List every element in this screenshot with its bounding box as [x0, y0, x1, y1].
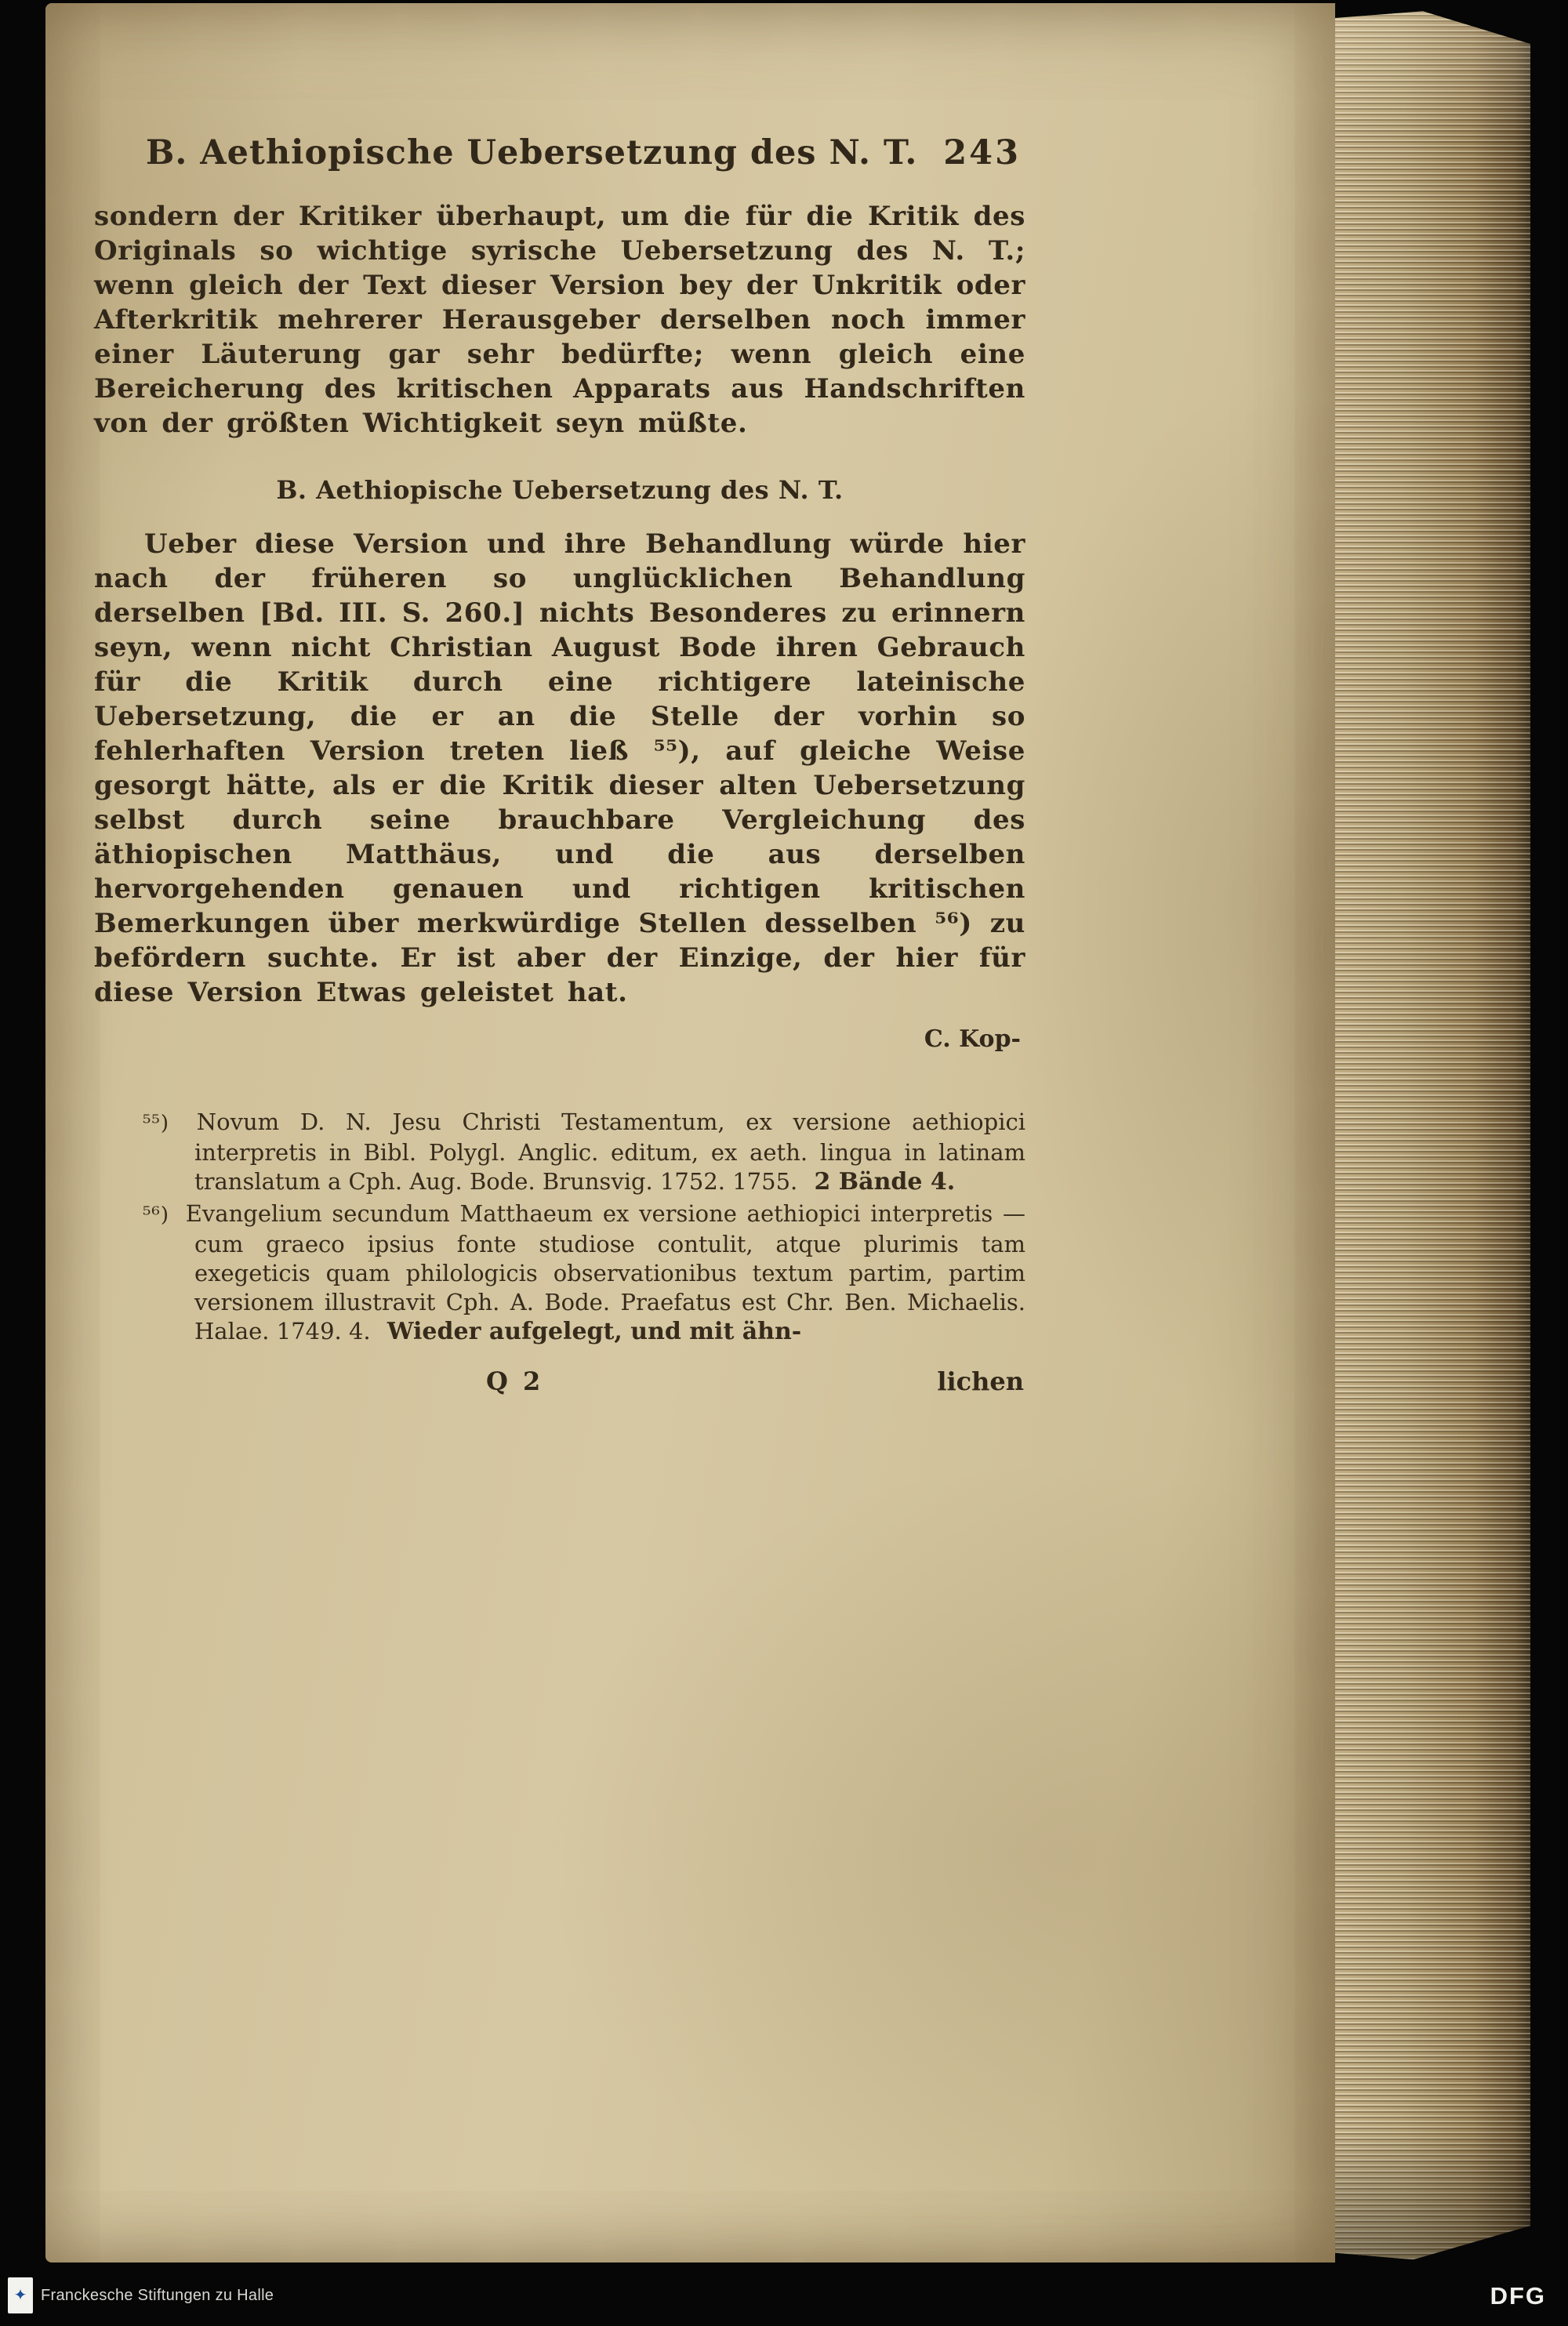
footnote-text-german: Wieder aufgelegt, und mit ähn- — [387, 1318, 802, 1345]
printed-text-area — [94, 3, 1025, 1401]
book-page — [45, 3, 1335, 2262]
page-number: 243 — [943, 133, 1021, 172]
paragraph-main: Ueber diese Version und ihre Behandlung würde hier nach der früheren so unglücklichen Behandlung derselben [Bd. III. S. 260.] nichts Besonderes zu erinnern seyn, wenn nicht Christian August Bode ihren Gebrauch für die Kritik durch eine richtigere lateinische Uebersetzung, die er an die Stelle der vorhin so fehlerhaften Version treten ließ ⁵⁵), auf gleiche Weise gesorgt hätte, als er die Kritik dieser alten Uebersetzung selbst durch seine brauchbare Vergleichung des äthiopischen Matthäus, und die aus derselben hervorgehenden genauen und richtigen kritischen Bemerkungen über merkwürdige Stellen desselben ⁵⁶) zu befördern suchte. Er ist aber der Einzige, der hier für diese Version Etwas geleistet hat. — [94, 528, 1025, 1008]
page-header — [94, 133, 1025, 172]
page-bottom-line — [94, 1366, 1025, 1401]
running-title: B. Aethiopische Uebersetzung des N. T. — [146, 133, 918, 172]
library-name: Franckesche Stiftungen zu Halle — [41, 2286, 274, 2304]
footnote-56 — [94, 1199, 1025, 1346]
footnote-text-latin: Evangelium secundum Matthaeum ex versione aethiopici interpretis — cum graeco ipsius fonte studiose contulit, atque plurimis tam exegeticis quam philologicis observationibus textum partim, partim versionem illustravit Cph. A. Bode. Praefatus est Chr. Ben. Michaelis. Halae. 1749. 4. — [185, 1200, 1026, 1344]
next-section-catchword: C. Kop- — [924, 1025, 1021, 1053]
footnote-marker: ⁵⁶) — [143, 1203, 169, 1227]
library-watermark — [8, 2277, 274, 2313]
paragraph-continuation: sondern der Kritiker überhaupt, um die für die Kritik des Originals so wichtige syrische Uebersetzung des N. T.; wenn gleich der Text dieser Version bey der Unkritik oder Afterkritik mehrerer Herausgeber derselben noch immer einer Läuterung gar sehr bedürfte; wenn gleich eine Bereicherung des kritischen Apparats aus Handschriften von der größten Wichtigkeit seyn müßte. — [94, 201, 1025, 439]
footnote-marker: ⁵⁵) — [143, 1112, 169, 1135]
book-fore-edge-shading — [1335, 8, 1530, 2264]
library-logo-icon — [8, 2277, 33, 2313]
footnotes-block — [94, 1108, 1025, 1346]
footnote-text-latin: Novum D. N. Jesu Christi Testamentum, ex versione aethiopici interpretis in Bibl. Polygl. Anglic. editum, ex aeth. lingua in latinam translatum a Cph. Aug. Bode. Brunsvig. 1752. 1755. — [194, 1109, 1025, 1195]
footnote-55 — [94, 1108, 1025, 1196]
footnote-text-german: 2 Bände 4. — [814, 1168, 956, 1196]
section-heading: B. Aethiopische Uebersetzung des N. T. — [276, 475, 844, 505]
catchword: lichen — [937, 1366, 1024, 1396]
dfg-logo: DFG — [1490, 2282, 1546, 2310]
signature-mark: Q 2 — [486, 1366, 544, 1396]
scanner-footer-bar — [0, 2259, 1568, 2326]
